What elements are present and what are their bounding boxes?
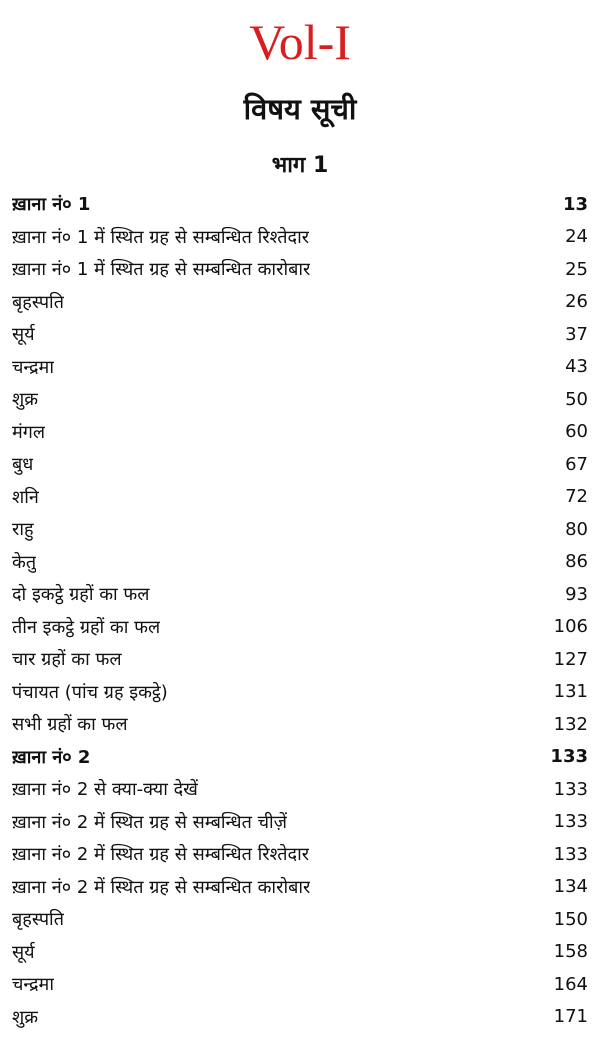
toc-entry-page-number: 171 — [553, 1006, 588, 1028]
toc-entry-label: ख़ाना नं० 1 में स्थित ग्रह से सम्बन्धित रिश्तेदार — [12, 226, 310, 248]
toc-entry-label: शनि — [12, 486, 39, 508]
toc-entry — [12, 448, 588, 481]
toc-entry — [12, 221, 588, 254]
toc-entry — [12, 318, 588, 351]
toc-entry-page-number: 26 — [565, 291, 588, 313]
toc-entry-page-number: 131 — [553, 681, 588, 703]
toc-entry — [12, 1001, 588, 1034]
toc-entry-label: बृहस्पति — [12, 291, 64, 313]
toc-entry — [12, 806, 588, 839]
toc-entry — [12, 936, 588, 969]
toc-entry-page-number: 133 — [553, 778, 588, 800]
toc-entry-label: ख़ाना नं० 2 से क्या-क्या देखें — [12, 779, 198, 801]
toc-entry-page-number: 25 — [565, 258, 588, 280]
toc-entry-label: सूर्य — [12, 941, 35, 963]
toc-entry-label: ख़ाना नं० 1 में स्थित ग्रह से सम्बन्धित कारोबार — [12, 259, 311, 281]
toc-entry-label: पंचायत (पांच ग्रह इकट्ठे) — [12, 681, 168, 703]
table-of-contents — [12, 188, 588, 1033]
part-title: भाग 1 — [271, 153, 329, 178]
toc-section-heading — [12, 741, 588, 774]
toc-entry-page-number: 133 — [553, 843, 588, 865]
toc-entry-label: तीन इकट्ठे ग्रहों का फल — [12, 616, 161, 638]
toc-entry-page-number: 80 — [565, 518, 588, 540]
toc-entry-label: मंगल — [12, 421, 46, 443]
toc-entry-label: केतु — [12, 551, 37, 573]
toc-entry-page-number: 93 — [565, 583, 588, 605]
toc-entry-page-number: 43 — [565, 356, 588, 378]
toc-entry-label: सूर्य — [12, 324, 35, 346]
toc-entry — [12, 578, 588, 611]
contents-title: विषय सूची — [243, 92, 357, 126]
toc-entry-page-number: 50 — [565, 388, 588, 410]
toc-entry-label: चार ग्रहों का फल — [12, 649, 122, 671]
toc-entry — [12, 481, 588, 514]
toc-entry — [12, 416, 588, 449]
toc-entry — [12, 351, 588, 384]
toc-entry — [12, 253, 588, 286]
toc-entry-label: ख़ाना नं० 2 में स्थित ग्रह से सम्बन्धित रिश्तेदार — [12, 844, 310, 866]
toc-entry-label: बृहस्पति — [12, 909, 64, 931]
toc-entry-label: चन्द्रमा — [12, 974, 54, 996]
toc-entry-page-number: 150 — [553, 908, 588, 930]
toc-entry-page-number: 133 — [550, 746, 588, 768]
toc-entry-label: बुध — [12, 454, 34, 476]
toc-entry — [12, 643, 588, 676]
toc-entry-label: ख़ाना नं० 2 में स्थित ग्रह से सम्बन्धित चीज़ें — [12, 811, 288, 833]
toc-entry-page-number: 72 — [565, 486, 588, 508]
toc-entry-label: ख़ाना नं० 2 में स्थित ग्रह से सम्बन्धित कारोबार — [12, 876, 311, 898]
toc-entry — [12, 871, 588, 904]
toc-entry — [12, 708, 588, 741]
toc-entry-page-number: 37 — [565, 323, 588, 345]
toc-entry-label: ख़ाना नं० 1 — [12, 194, 91, 216]
toc-entry-label: ख़ाना नं० 2 — [12, 746, 91, 768]
toc-entry-label: राहु — [12, 519, 34, 541]
toc-entry-page-number: 127 — [553, 648, 588, 670]
toc-entry-page-number: 67 — [565, 453, 588, 475]
toc-entry-page-number: 132 — [553, 713, 588, 735]
toc-entry-page-number: 158 — [553, 941, 588, 963]
toc-entry-page-number: 134 — [553, 876, 588, 898]
toc-entry — [12, 286, 588, 319]
toc-entry-page-number: 164 — [553, 973, 588, 995]
toc-entry-page-number: 106 — [553, 616, 588, 638]
toc-entry — [12, 513, 588, 546]
toc-entry-label: दो इकट्ठे ग्रहों का फल — [12, 584, 150, 606]
volume-title: Vol-I — [249, 14, 351, 70]
toc-entry — [12, 773, 588, 806]
toc-entry — [12, 546, 588, 579]
toc-entry-page-number: 13 — [562, 193, 588, 215]
toc-entry — [12, 968, 588, 1001]
toc-entry — [12, 676, 588, 709]
toc-entry-page-number: 133 — [553, 811, 588, 833]
toc-entry — [12, 903, 588, 936]
toc-entry — [12, 383, 588, 416]
toc-entry-label: शुक्र — [12, 1006, 39, 1028]
toc-section-heading — [12, 188, 588, 221]
toc-entry-page-number: 86 — [565, 551, 588, 573]
toc-entry-label: चन्द्रमा — [12, 356, 54, 378]
toc-entry — [12, 611, 588, 644]
toc-entry-page-number: 24 — [565, 226, 588, 248]
toc-entry — [12, 838, 588, 871]
toc-entry-label: सभी ग्रहों का फल — [12, 714, 128, 736]
toc-entry-label: शुक्र — [12, 389, 39, 411]
toc-entry-page-number: 60 — [565, 421, 588, 443]
